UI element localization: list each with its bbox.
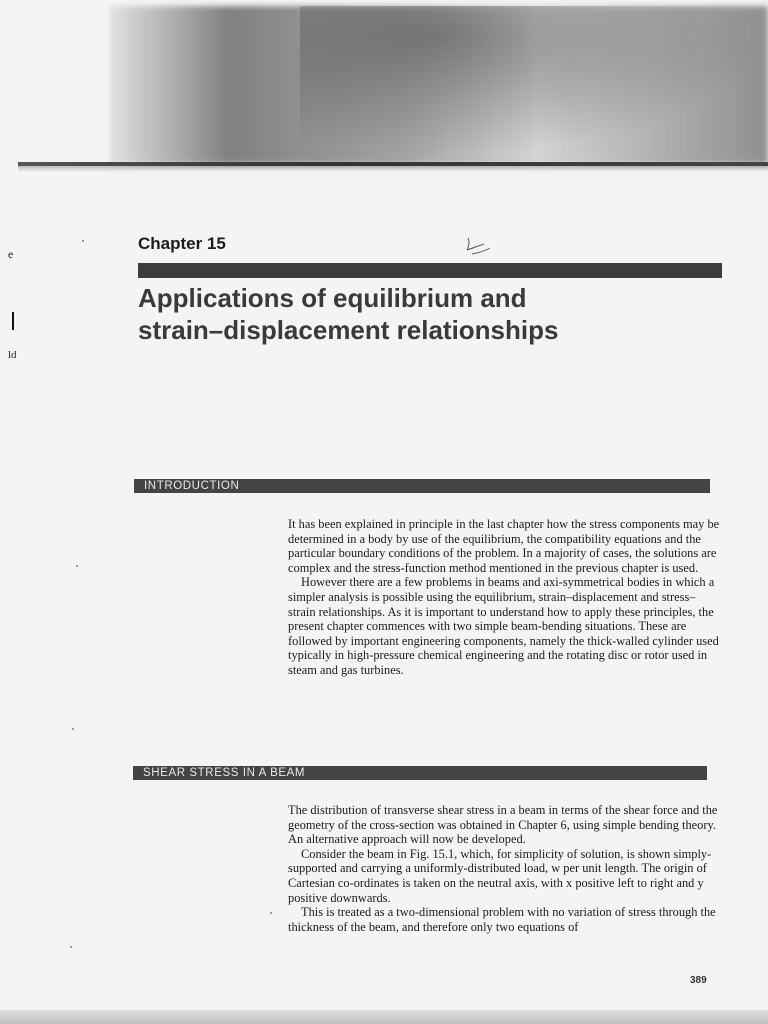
- scan-shadow-dark: [300, 6, 768, 156]
- shear-stress-body: [288, 803, 720, 934]
- page-number: 389: [690, 975, 707, 986]
- margin-fragment-bar: [12, 312, 14, 330]
- section-heading-introduction: INTRODUCTION: [144, 480, 240, 492]
- section-heading-shear-stress: SHEAR STRESS IN A BEAM: [143, 767, 306, 779]
- margin-fragment-id: ld: [8, 349, 17, 361]
- chapter-title-line-1: Applications of equilibrium and: [138, 283, 527, 313]
- chapter-title-line-2: strain–displacement relationships: [138, 315, 559, 345]
- paragraph: This is treated as a two-dimensional problem with no variation of stress through the thickness of the beam, and therefore only two equations of: [288, 905, 716, 934]
- paragraph: It has been explained in principle in the last chapter how the stress components may be determined in a body by use of the equilibrium, the compatibility equations and the particular boundary conditions of the problem. In a majority of cases, the solutions are complex and the stress-function method mentioned in the previous chapter is used.: [288, 517, 720, 575]
- page-bottom-edge: [0, 1010, 768, 1024]
- paragraph: However there are a few problems in beams and axi-symmetrical bodies in which a simpler analysis is possible using the equilibrium, strain–displacement and stress–strain relationships. As it is important to understand how to apply these principles, the present chapter commences with two simple beam-bending situations. These are followed by important engineering components, namely the thick-walled cylinder used typically in high-pressure chemical engineering and the rotating disc or rotor used in steam and gas turbines.: [288, 575, 719, 677]
- pen-annotation-mark: [464, 236, 494, 258]
- chapter-title: [138, 282, 738, 346]
- section-heading-bar-introduction: [134, 479, 710, 493]
- margin-fragment-e: e: [8, 247, 14, 261]
- scan-speck: [270, 912, 272, 914]
- introduction-body: [288, 517, 720, 678]
- scan-speck: [82, 240, 84, 242]
- paragraph: The distribution of transverse shear stress in a beam in terms of the shear force and the geometry of the cross-section was obtained in Chapter 6, using simple bending theory. An alternative approach will now be developed.: [288, 803, 718, 847]
- scan-speck: [72, 728, 74, 730]
- scan-speck: [76, 565, 78, 567]
- chapter-number: Chapter 15: [138, 234, 226, 253]
- section-heading-bar-shear-stress: [133, 766, 707, 780]
- page-edge-shadow: [18, 166, 768, 172]
- paragraph: Consider the beam in Fig. 15.1, which, for simplicity of solution, is shown simply-supported and carrying a uniformly-distributed load, w per unit length. The origin of Cartesian co-ordinates is taken on the neutral axis, with x positive left to right and y positive downwards.: [288, 846, 712, 905]
- scan-speck: [70, 946, 72, 948]
- chapter-divider-bar: [138, 263, 722, 278]
